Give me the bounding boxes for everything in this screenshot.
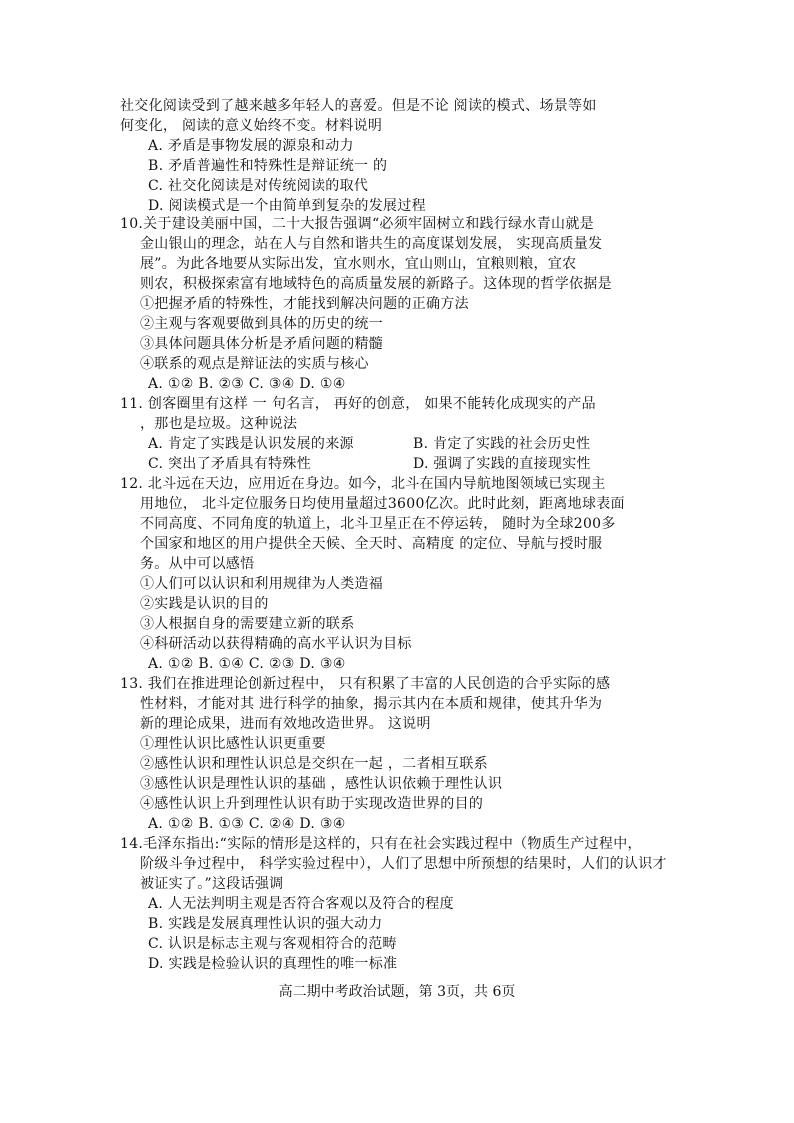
q11-option-d: D. 强调了实践的直接现实性 (413, 456, 591, 472)
q14-stem-line-2: 阶级斗争过程中， 科学实验过程中），人们了思想中所预想的结果时，人们的认识才 (140, 856, 667, 872)
q13-stem-line-3: 新的理论成果，进而有效地改造世界。 这说明 (140, 716, 431, 732)
q9-option-b: B. 矛盾普遍性和特殊性是辩证统一 的 (148, 158, 388, 174)
q10-item-3: ③具体问题具体分析是矛盾问题的精髓 (140, 336, 384, 352)
q9-stem-line-2: 何变化， 阅读的意义始终不变。材料说明 (120, 118, 383, 134)
q12-item-2: ②实践是认识的目的 (140, 596, 269, 612)
q13-stem-line-2: 性材料，才能对其 进行科学的抽象，揭示其内在本质和规律，使其升华为 (140, 696, 603, 712)
q14-option-d: D. 实践是检验认识的真理性的唯一标准 (148, 956, 398, 972)
q10-choices: A. ①② B. ②③ C. ③④ D. ①④ (148, 376, 346, 392)
q10-stem-line-2: 金山银山的理念，站在人与自然和谐共生的高度谋划发展， 实现高质量发 (140, 236, 603, 252)
q10-item-2: ②主观与客观要做到具体的历史的统一 (140, 316, 384, 332)
q13-item-4: ④感性认识上升到理性认识有助于实现改造世界的目的 (140, 796, 484, 812)
q12-stem-line-3: 不同高度、不同角度的轨道上，北斗卫星正在不停运转， 随时为全球200多 (140, 516, 616, 532)
q10-item-4: ④联系的观点是辩证法的实质与核心 (140, 356, 369, 372)
q11-option-c: C. 突出了矛盾具有特殊性 (148, 456, 312, 472)
q9-stem-line-1: 社交化阅读受到了越来越多年轻人的喜爱。但是不论 阅读的模式、场景等如 (120, 98, 597, 114)
q11-stem-line-1: 11. 创客圈里有这样 一 句名言， 再好的创意， 如果不能转化成现实的产品 (120, 396, 596, 412)
q10-stem-line-1: 10.关于建设美丽中国，二十大报告强调“必须牢固树立和践行绿水青山就是 (120, 216, 594, 232)
q10-stem-line-3: 展”。为此各地要从实际出发，宜水则水，宜山则山，宜粮则粮，宜农 (140, 256, 577, 272)
q12-item-1: ①人们可以认识和利用规律为人类造福 (140, 576, 384, 592)
q12-stem-line-1: 12. 北斗远在天边，应用近在身边。如今，北斗在国内导航地图领域已实现主 (120, 476, 606, 492)
q11-option-a: A. 肯定了实践是认识发展的来源 (148, 436, 354, 452)
q12-stem-line-4: 个国家和地区的用户提供全天候、全天时、高精度 的定位、导航与授时服 (140, 536, 603, 552)
page-footer: 高二期中考政治试题，第 3页，共 6页 (278, 984, 516, 1000)
q14-option-a: A. 人无法判明主观是否符合客观以及符合的程度 (148, 896, 454, 912)
q9-option-a: A. 矛盾是事物发展的源泉和动力 (148, 138, 354, 154)
q12-stem-line-5: 务。从中可以感悟 (140, 556, 255, 572)
q14-stem-line-1: 14.毛泽东指出:“实际的情形是这样的，只有在社会实践过程中（物质生产过程中， (120, 836, 642, 852)
q13-item-1: ①理性认识比感性认识更重要 (140, 736, 326, 752)
q12-choices: A. ①② B. ①④ C. ②③ D. ③④ (148, 656, 346, 672)
q12-item-3: ③人根据自身的需要建立新的联系 (140, 616, 355, 632)
q12-item-4: ④科研活动以获得精确的高水平认识为目标 (140, 636, 412, 652)
q13-choices: A. ①② B. ①③ C. ②④ D. ③④ (148, 816, 346, 832)
q12-stem-line-2: 用地位， 北斗定位服务日均使用量超过3600亿次。此时此刻，距离地球表面 (140, 496, 625, 512)
q14-option-b: B. 实践是发展真理性认识的强大动力 (148, 916, 383, 932)
q10-item-1: ①把握矛盾的特殊性，才能找到解决问题的正确方法 (140, 296, 469, 312)
q11-stem-line-2: ，那也是垃圾。这种说法 (140, 416, 298, 432)
q13-item-2: ②感性认识和理性认识总是交织在一起 ，二者相互联系 (140, 756, 488, 772)
q9-option-c: C. 社交化阅读是对传统阅读的取代 (148, 178, 369, 194)
q14-stem-line-3: 被证实了。”这段话强调 (140, 876, 284, 892)
q11-option-b: B. 肯定了实践的社会历史性 (413, 436, 591, 452)
q9-option-d: D. 阅读模式是一个由简单到复杂的发展过程 (148, 198, 426, 214)
q14-option-c: C. 认识是标志主观与客观相符合的范畴 (148, 936, 397, 952)
q13-item-3: ③感性认识是理性认识的基础 ，感性认识依赖于理性认识 (140, 776, 503, 792)
q13-stem-line-1: 13. 我们在推进理论创新过程中， 只有积累了丰富的人民创造的合乎实际的感 (120, 676, 611, 692)
q10-stem-line-4: 则农，积极探索富有地域特色的高质量发展的新路子。这体现的哲学依据是 (140, 276, 612, 292)
